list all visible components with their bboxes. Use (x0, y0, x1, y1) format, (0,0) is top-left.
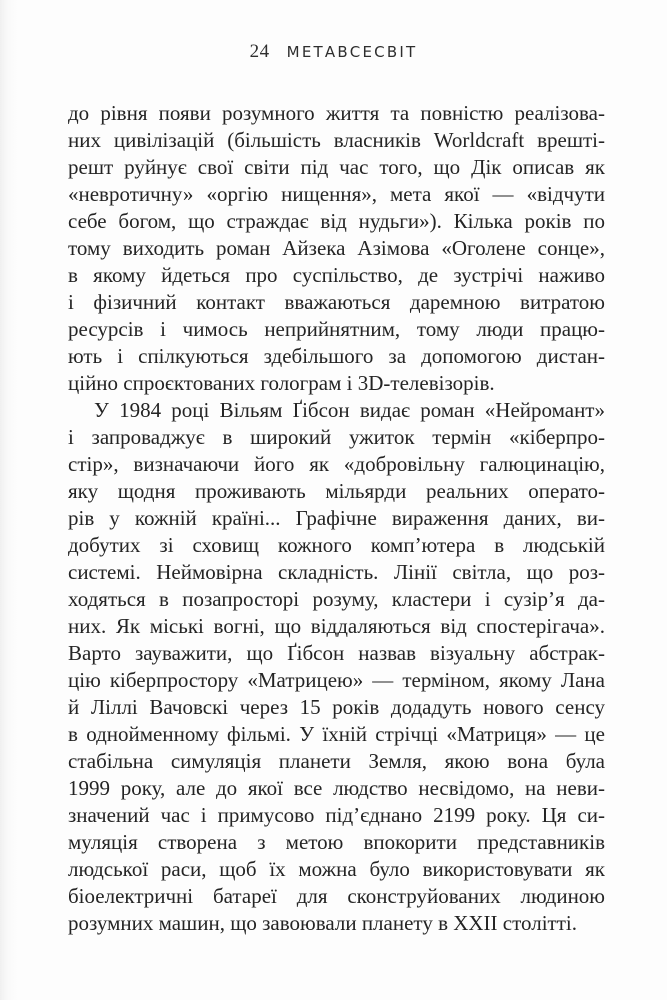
text-line: біоелектричні батареї для сконструйованих людиною (68, 884, 605, 908)
text-line: стабільна симуляція планети Земля, якою вона була (68, 749, 605, 773)
text-line: в якому йдеться про суспільство, де зустрічі наживо (68, 263, 605, 287)
text-line: тому виходить роман Айзека Азімова «Оголене сонце», (68, 236, 605, 260)
text-line: себе богом, що страждає від нудьги»). Кілька років по (68, 209, 605, 233)
text-line: них цивілізацій (більшість власників Worldcraft врешті- (68, 128, 605, 152)
text-line: ційно спроєктованих голограм і 3D-телевізорів. (68, 371, 495, 395)
text-line: рів у кожній країні... Графічне вираження даних, ви- (68, 506, 605, 530)
text-line: муляція створена з метою впокорити представників (68, 830, 605, 854)
text-line: розумних машин, що завоювали планету в XXII столітті. (68, 911, 577, 935)
text-line: добутих зі сховищ кожного комп’ютера в людській (68, 533, 605, 557)
running-head (0, 41, 667, 63)
text-line: до рівня появи розумного життя та повністю реалізова- (68, 101, 605, 125)
page-left-edge-shadow (0, 0, 18, 1000)
text-line: й Ліллі Вачовскі через 15 років додадуть нового сенсу (68, 695, 605, 719)
text-line: 1999 року, але до якої все людство несвідомо, на неви- (68, 776, 605, 800)
text-line: значений час і примусово під’єднано 2199 року. Ця си- (68, 803, 605, 827)
text-line: людської раси, щоб їх можна було використовувати як (68, 857, 605, 881)
text-line: яку щодня проживають мільярди реальних операто- (68, 479, 605, 503)
text-line: Варто зауважити, що Ґібсон назвав візуальну абстрак- (68, 641, 605, 665)
paragraph (68, 397, 605, 937)
text-line: стір», визначаючи його як «добровільну галюцинацію, (68, 452, 605, 476)
text-line: У 1984 році Вільям Ґібсон видає роман «Нейромант» (94, 398, 605, 422)
text-line: «невротичну» «оргію нищення», мета якої — «відчути (68, 182, 605, 206)
text-line: і фізичний контакт вважаються даремною витратою (68, 290, 605, 314)
text-line: ресурсів і чимось неприйнятним, тому люди працю- (68, 317, 605, 341)
text-line: решт руйнує свої світи під час того, що Дік описав як (68, 155, 605, 179)
body-text (68, 100, 605, 937)
chapter-title: МЕТАВСЕСВІТ (286, 43, 418, 61)
text-line: ють і спілкуються здебільшого за допомогою дистан- (68, 344, 605, 368)
paragraph (68, 100, 605, 397)
text-line: ходяться в позапросторі розуму, кластери і сузір’я да- (68, 587, 605, 611)
text-line: в однойменному фільмі. У їхній стрічці «Матриця» — це (68, 722, 605, 746)
text-line: і запроваджує в широкий ужиток термін «кіберпро- (68, 425, 605, 449)
text-line: системі. Неймовірна складність. Лінії світла, що роз- (68, 560, 605, 584)
text-line: цію кіберпростору «Матрицею» — терміном, якому Лана (68, 668, 605, 692)
page-number: 24 (249, 41, 270, 62)
text-line: них. Як міські вогні, що віддаляються від спостерігача». (68, 614, 605, 638)
